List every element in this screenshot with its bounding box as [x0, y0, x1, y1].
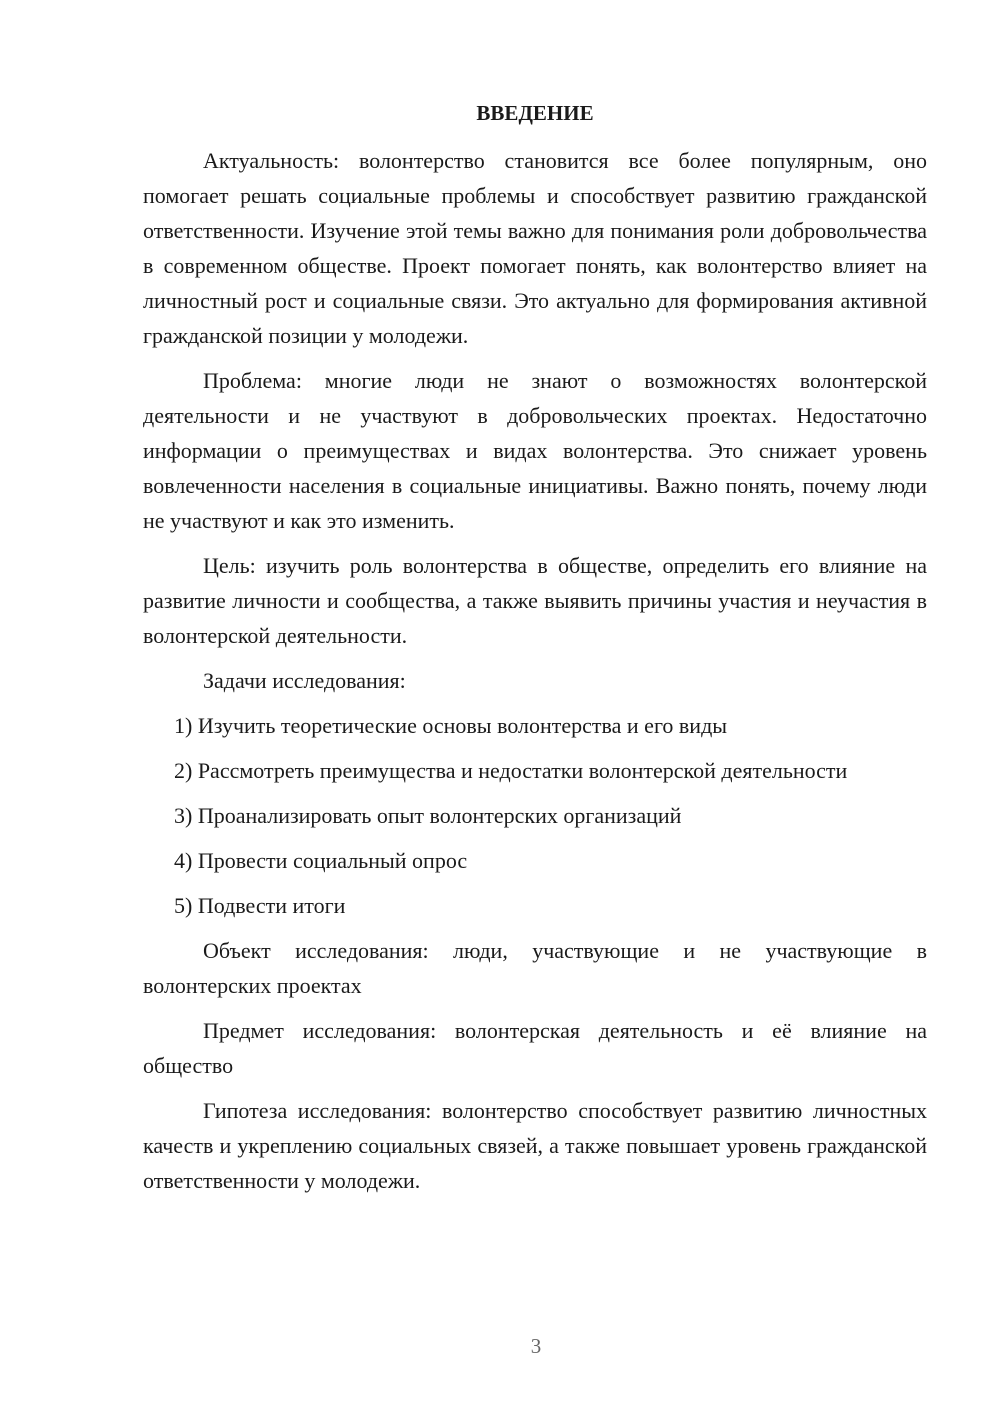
relevance-paragraph: Актуальность: волонтерство становится все более популярным, оно помогает решать социальные проблемы и способствует развитию гражданской ответственности. Изучение этой темы важно для понимания роли добровольчества в современном обществе. Проект помогает понять, как волонтерство влияет на личностный рост и социальные связи. Это актуально для формирования активной гражданской позиции у молодежи.: [143, 148, 927, 348]
page-number: 3: [530, 1334, 542, 1358]
page-content: [143, 96, 927, 1208]
task-item: 4) Провести социальный опрос: [174, 848, 468, 873]
hypothesis-paragraph: Гипотеза исследования: волонтерство способствует развитию личностных качеств и укреплению социальных связей, а также повышает уровень гражданской ответственности у молодежи.: [143, 1098, 927, 1193]
problem-paragraph: Проблема: многие люди не знают о возможностях волонтерской деятельности и не участвуют в добровольческих проектах. Недостаточно информации о преимуществах и видах волонтерства. Это снижает уровень вовлеченности населения в социальные инициативы. Важно понять, почему люди не участвуют и как это изменить.: [143, 368, 927, 533]
task-item: 2) Рассмотреть преимущества и недостатки волонтерской деятельности: [174, 758, 848, 783]
section-heading: ВВЕДЕНИЕ: [476, 101, 594, 125]
task-item: 5) Подвести итоги: [174, 893, 346, 918]
task-item: 1) Изучить теоретические основы волонтерства и его виды: [174, 713, 728, 738]
goal-paragraph: Цель: изучить роль волонтерства в обществе, определить его влияние на развитие личности и сообщества, а также выявить причины участия и неучастия в волонтерской деятельности.: [143, 553, 927, 648]
object-paragraph: Объект исследования: люди, участвующие и не участвующие в волонтерских проектах: [143, 938, 927, 998]
tasks-heading: Задачи исследования:: [203, 668, 406, 693]
subject-paragraph: Предмет исследования: волонтерская деятельность и её влияние на общество: [143, 1018, 927, 1078]
task-item: 3) Проанализировать опыт волонтерских организаций: [174, 803, 682, 828]
